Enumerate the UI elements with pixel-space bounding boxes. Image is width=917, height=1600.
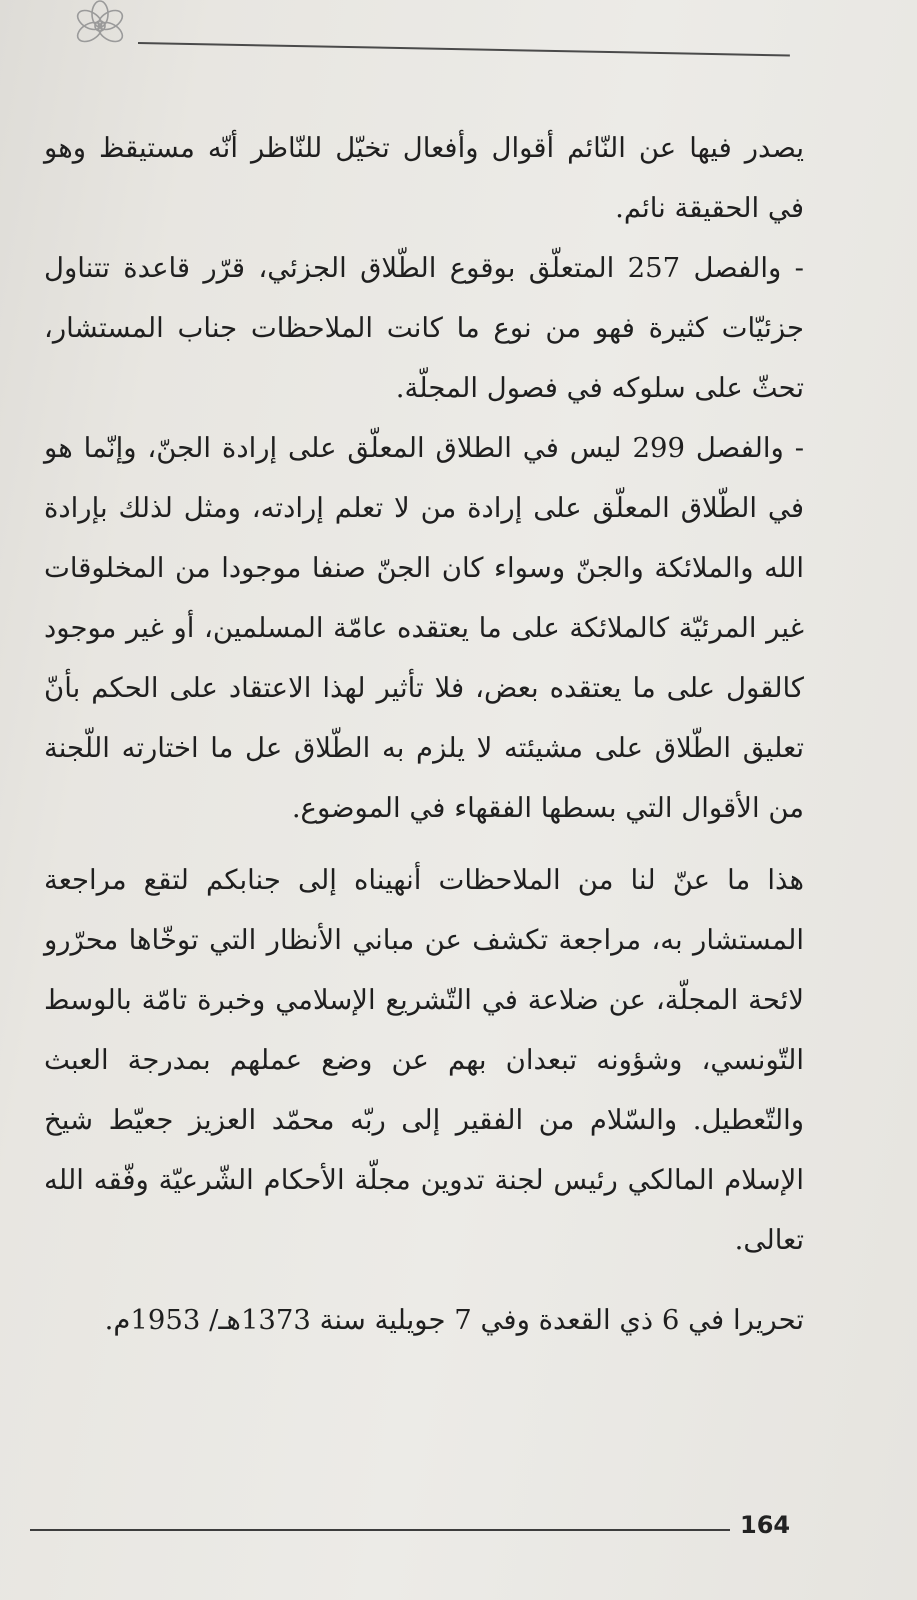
paragraph-date: تحريرا في 6 ذي القعدة وفي 7 جويلية سنة 1373هـ/ 1953م. [104, 1304, 804, 1336]
page-number: 164 [740, 1511, 791, 1539]
paragraph-continuation: يصدر فيها عن النّائم أقوال وأفعال تخيّل للنّاظر أنّه مستيقظ وهو في الحقيقة نائم. [44, 132, 804, 224]
floral-ornament-icon [68, 0, 132, 56]
paragraph-article-257: - والفصل 257 المتعلّق بوقوع الطّلاق الجزئي، قرّر قاعدة تتناول جزئيّات كثيرة فهو من نوع ما كانت الملاحظات جناب المستشار، تحثّ على سلوكه في فصول المجلّة. [44, 252, 804, 404]
paragraph-closing: هذا ما عنّ لنا من الملاحظات أنهيناه إلى جنابكم لتقع مراجعة المستشار به، مراجعة تكشف عن مباني الأنظار التي توخّاها محرّرو لائحة المجلّة، عن ضلاعة في التّشريع الإسلامي وخبرة تامّة بالوسط التّونسي، وشؤونه تبعدان بهم عن وضع عملهم بمدرجة العبث والتّعطيل. والسّلام من الفقير إلى ربّه محمّد العزيز جعيّط شيخ الإسلام المالكي رئيس لجنة تدوين مجلّة الأحكام الشّرعيّة وفّقه الله تعالى. [44, 864, 804, 1256]
paragraph-article-299: - والفصل 299 ليس في الطلاق المعلّق على إرادة الجنّ، وإنّما هو في الطّلاق المعلّق على إرادة من لا تعلم إرادته، ومثل لذلك بإرادة الله والملائكة والجنّ وسواء كان الجنّ صنفا موجودا من المخلوقات غير المرئيّة كالملائكة على ما يعتقده عامّة المسلمين، أو غير موجود كالقول على ما يعتقده بعض، فلا تأثير لهذا الاعتقاد على الحكم بأنّ تعليق الطّلاق على مشيئته لا يلزم به الطّلاق عل ما اختارته اللّجنة من الأقوال التي بسطها الفقهاء في الموضوع. [44, 432, 804, 824]
header-rule [138, 42, 790, 57]
footer-rule [30, 1529, 730, 1531]
page-body [44, 118, 804, 1350]
